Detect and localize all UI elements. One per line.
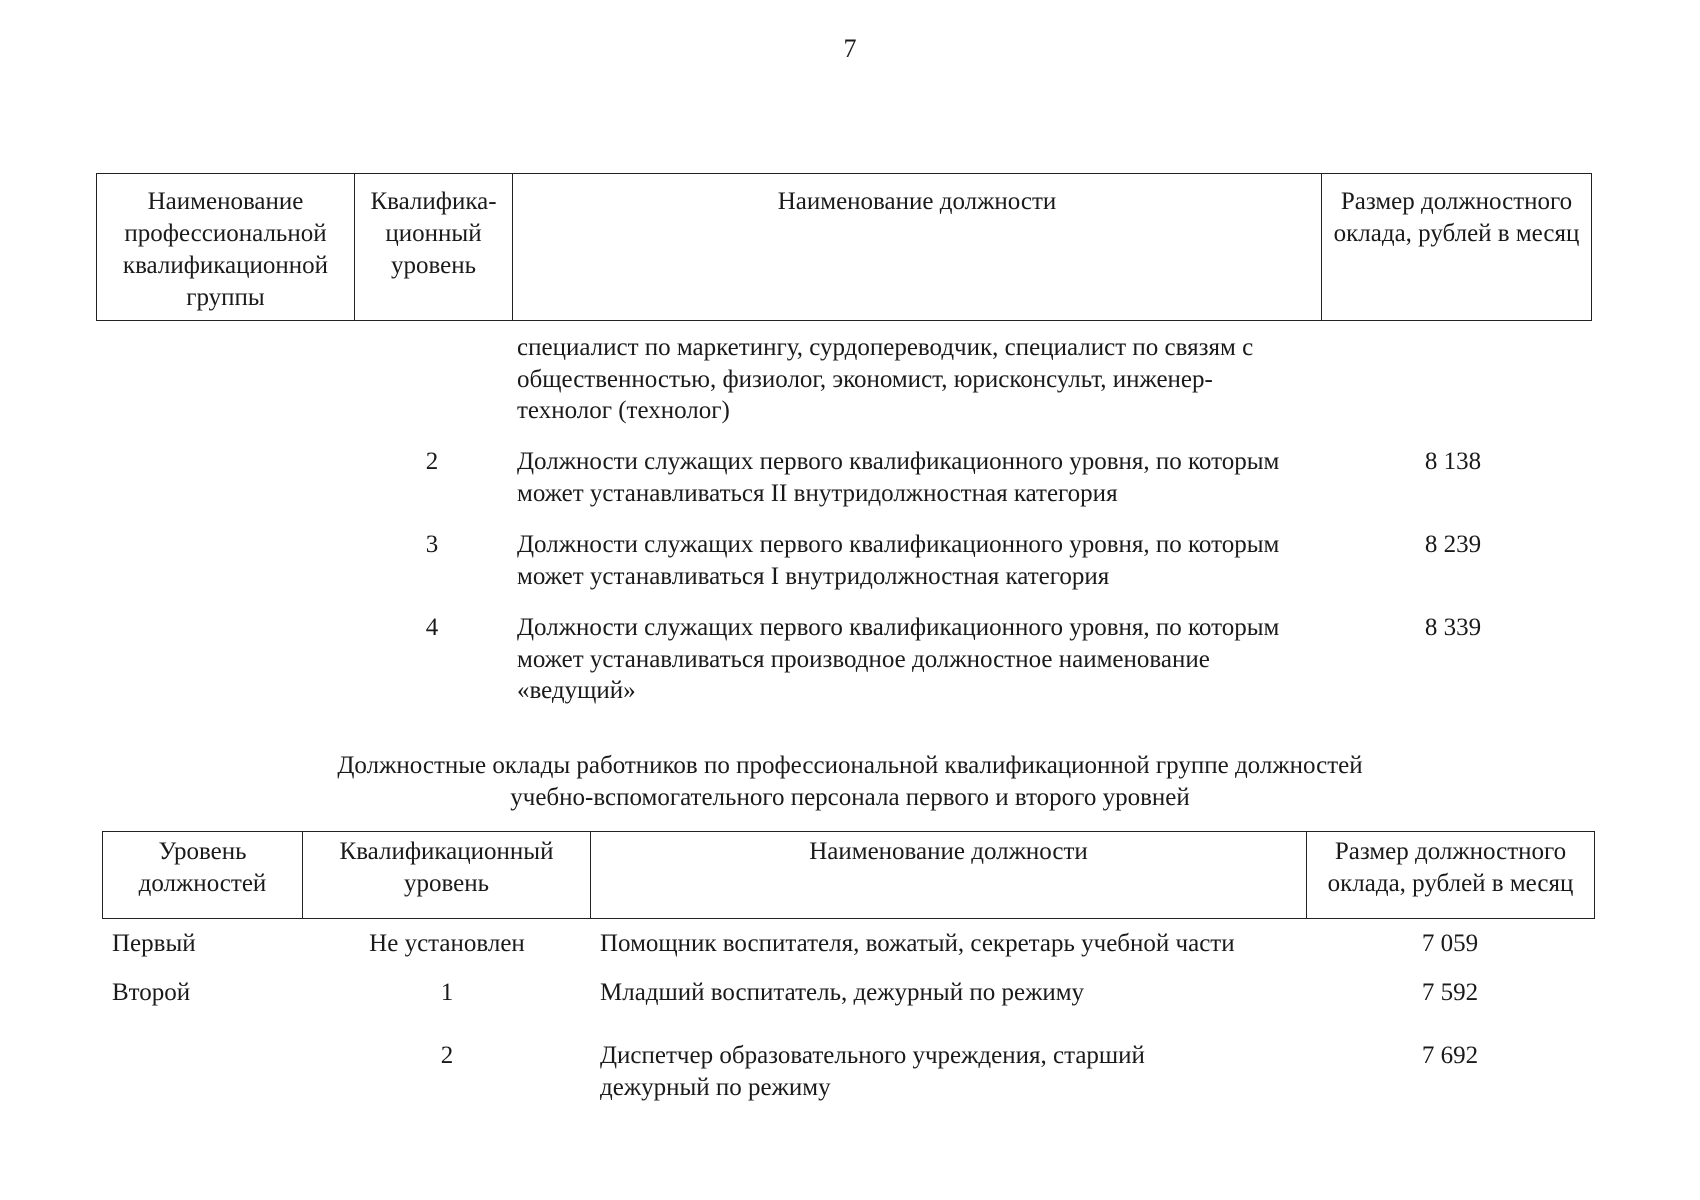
table1-header-group: Наименование профессиональной квалификационной группы — [97, 174, 355, 321]
table2-row-level: 2 — [440, 1042, 454, 1069]
table2-row-level: Не установлен — [369, 930, 525, 957]
table2-row-level: 1 — [440, 979, 454, 1006]
table1-header-salary: Размер должностного оклада, рублей в месяц — [1322, 174, 1592, 321]
table1-header-level: Квалифика-ционный уровень — [355, 174, 513, 321]
section-heading-line2: учебно-вспомогательного персонала первого и второго уровней — [510, 784, 1190, 811]
table2-header-group: Уровень должностей — [103, 832, 303, 919]
table1-row-title: Должности служащих первого квалификационного уровня, по которым может устанавливаться I внутридолжностная категория — [517, 531, 1280, 590]
section-heading-line1: Должностные оклады работников по профессиональной квалификационной группе должностей — [337, 752, 1363, 779]
section-heading — [0, 750, 1700, 814]
table2-row-title: Диспетчер образовательного учреждения, старший дежурный по режиму — [600, 1042, 1145, 1101]
table1-row-salary: 8 339 — [1424, 614, 1482, 641]
table1-row-title: Должности служащих первого квалификационного уровня, по которым может устанавливаться производное должностное наименование «ведущий» — [517, 614, 1280, 704]
table2-row-salary: 7 692 — [1421, 1042, 1479, 1069]
table1-row-salary: 8 138 — [1424, 448, 1482, 475]
table2-header-salary: Размер должностного оклада, рублей в месяц — [1307, 832, 1595, 919]
table1-continuation-text: специалист по маркетингу, сурдопереводчик, специалист по связям с общественностью, физиолог, экономист, юрисконсульт, инженер-технолог (технолог) — [517, 334, 1254, 424]
table1-row-level: 3 — [425, 531, 439, 558]
table1-header — [96, 173, 1592, 321]
table1-header-title: Наименование должности — [513, 174, 1322, 321]
table2-row-salary: 7 592 — [1421, 979, 1479, 1006]
table2-header — [102, 831, 1595, 919]
table2-row-salary: 7 059 — [1421, 930, 1479, 957]
table1-row-level: 2 — [425, 448, 439, 475]
table1-row-level: 4 — [425, 614, 439, 641]
table2-row-title: Помощник воспитателя, вожатый, секретарь учебной части — [600, 930, 1235, 957]
table2-header-level: Квалификационный уровень — [303, 832, 591, 919]
table2-row-title: Младший воспитатель, дежурный по режиму — [600, 979, 1085, 1006]
page-number: 7 — [843, 34, 857, 63]
table1-row-salary: 8 239 — [1424, 531, 1482, 558]
table2-header-title: Наименование должности — [591, 832, 1307, 919]
table2-row-group: Первый — [112, 930, 196, 957]
table1-row-title: Должности служащих первого квалификационного уровня, по которым может устанавливаться II внутридолжностная категория — [517, 448, 1280, 507]
table2-row-group: Второй — [112, 979, 191, 1006]
